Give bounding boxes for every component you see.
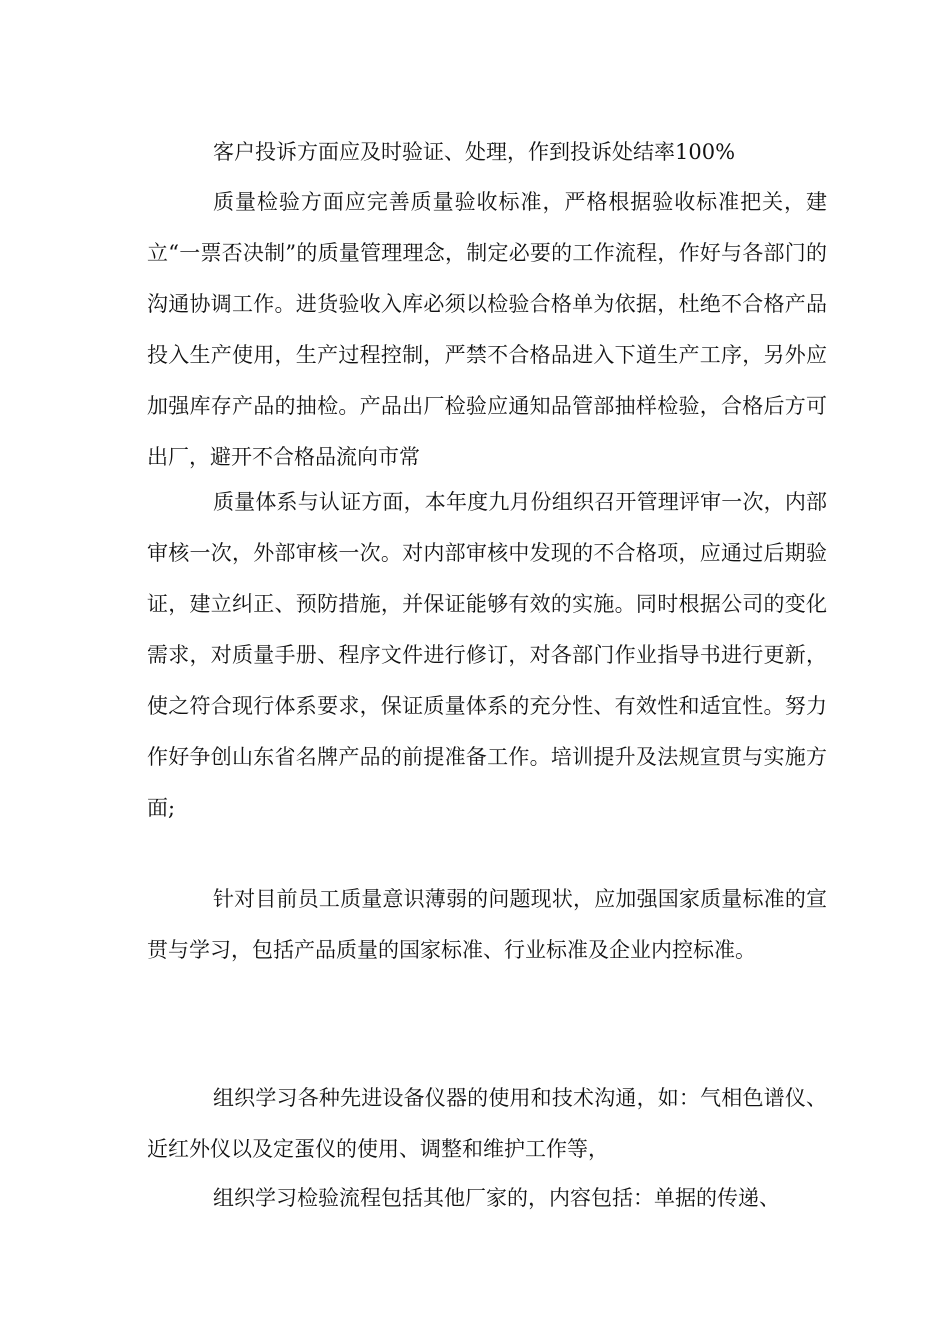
paragraph-quality-inspection: 质量检验方面应完善质量验收标准，严格根据验收标准把关，建立“一票否决制”的质量管理理念，制定必要的工作流程，作好与各部门的沟通协调工作。进货验收入库必须以检验合格单为依据，杜绝不合格产品投入生产使用，生产过程控制，严禁不合格品进入下道生产工序，另外应加强库存产品的抽检。产品出厂检验应通知品管部抽样检验，合格后方可出厂，避开不合格品流向市常 xyxy=(147,190,827,469)
paragraph-quality-awareness: 针对目前员工质量意识薄弱的问题现状，应加强国家质量标准的宣贯与学习，包括产品质量的国家标准、行业标准及企业内控标准。 xyxy=(147,887,827,962)
paragraph-quality-system: 质量体系与认证方面，本年度九月份组织召开管理评审一次，内部审核一次，外部审核一次。对内部审核中发现的不合格项，应通过后期验证，建立纠正、预防措施，并保证能够有效的实施。同时根据公司的变化需求，对质量手册、程序文件进行修订，对各部门作业指导书进行更新，使之符合现行体系要求，保证质量体系的充分性、有效性和适宜性。努力作好争创山东省名牌产品的前提准备工作。培训提升及法规宣贯与实施方面; xyxy=(147,490,827,820)
paragraph-inspection-process: 组织学习检验流程包括其他厂家的，内容包括：单据的传递、 xyxy=(213,1186,780,1210)
paragraph-customer-complaints: 客户投诉方面应及时验证、处理，作到投诉处结率100% xyxy=(213,140,736,164)
paragraph-equipment-training: 组织学习各种先进设备仪器的使用和技术沟通，如：气相色谱仪、近红外仪以及定蛋仪的使用、调整和维护工作等， xyxy=(147,1086,827,1161)
